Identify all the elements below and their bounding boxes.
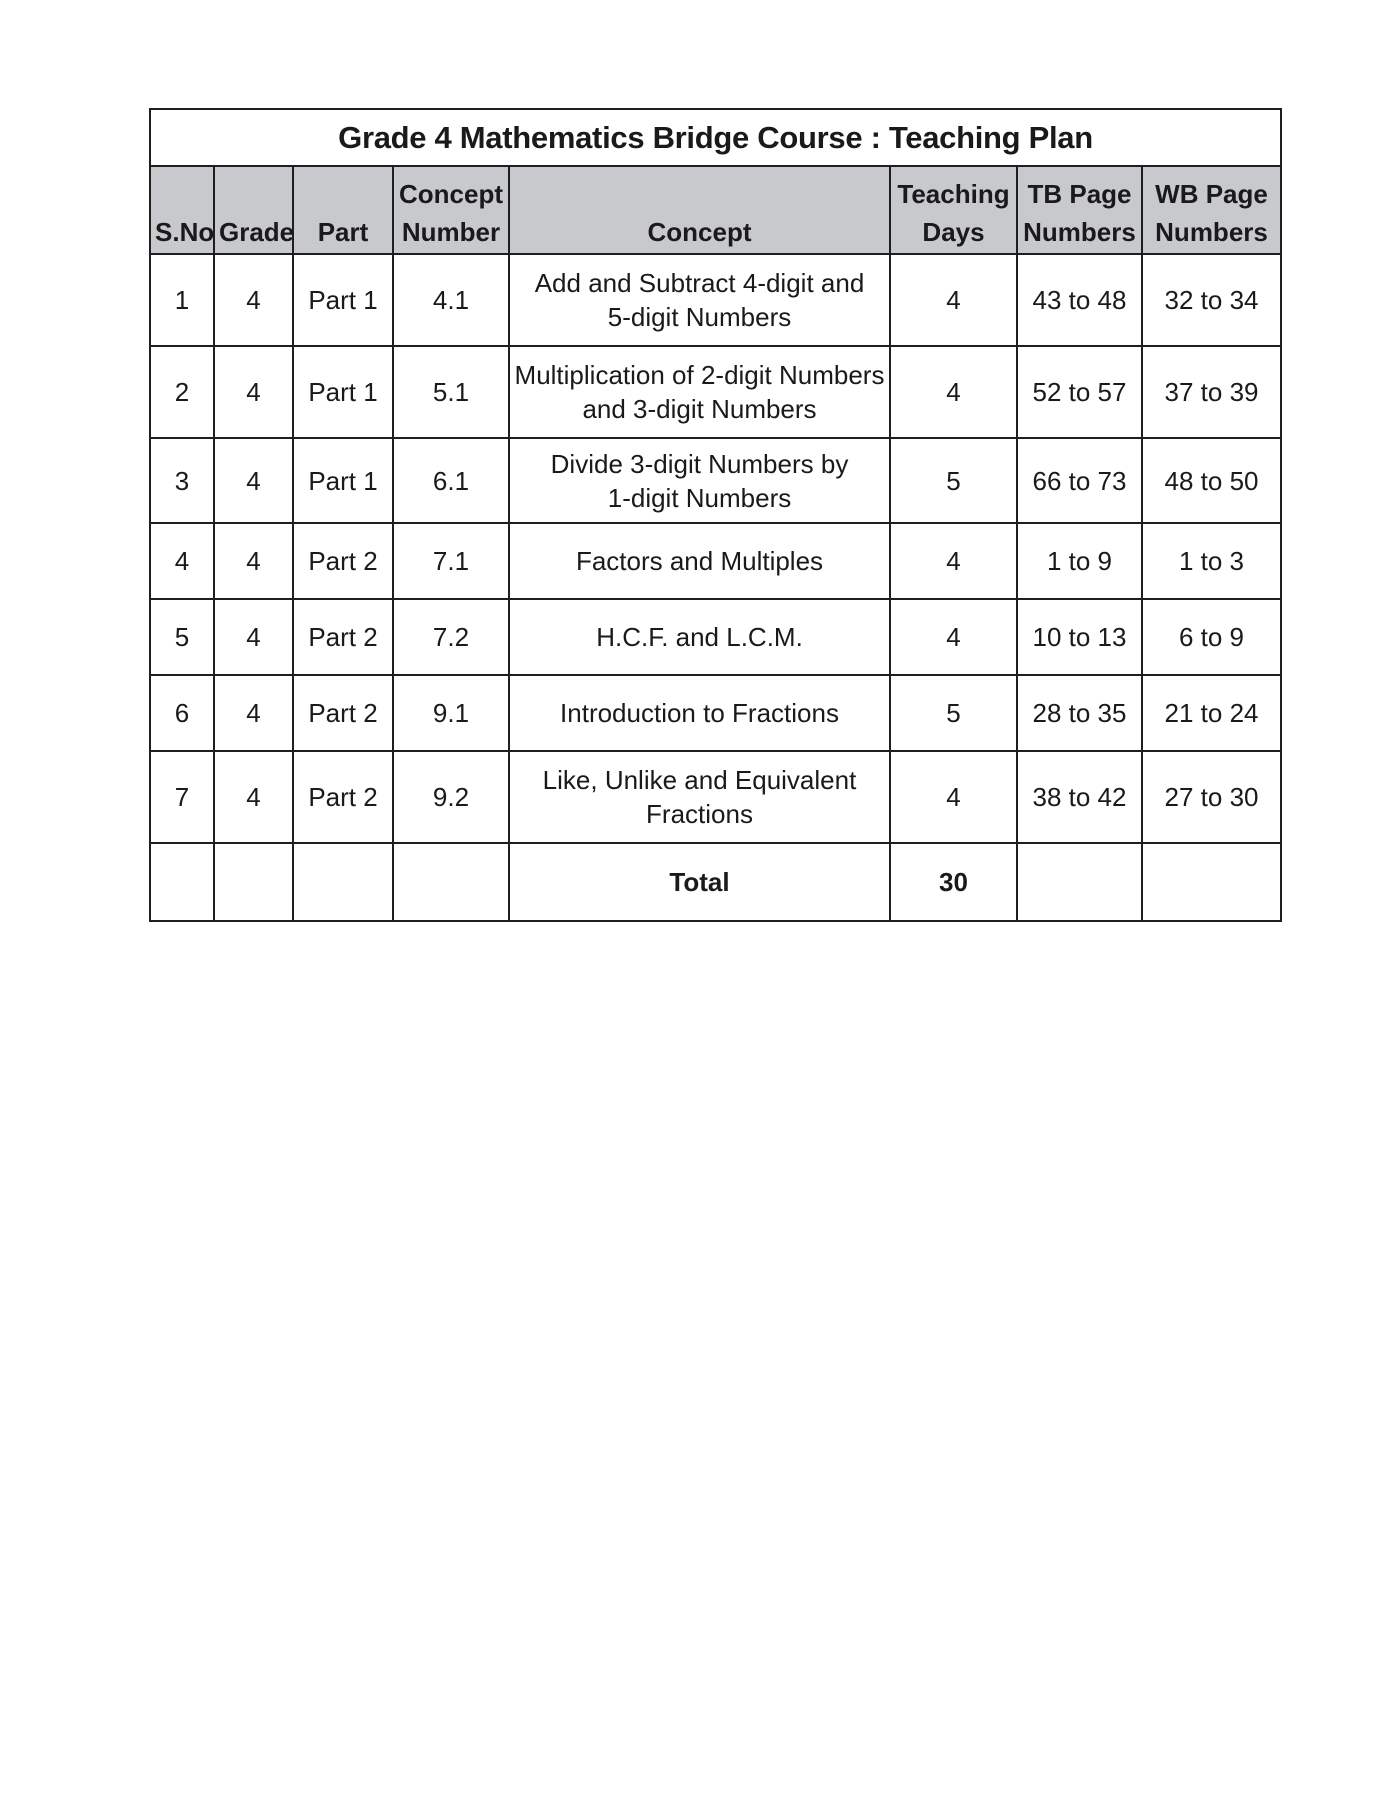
cell-concept-number: 9.1 (393, 675, 509, 751)
header-part: Part (293, 166, 393, 254)
table-row (150, 599, 1281, 675)
cell-grade: 4 (214, 599, 293, 675)
cell-tb: 38 to 42 (1017, 751, 1142, 843)
cell-concept-number: 4.1 (393, 254, 509, 346)
header-tb-page-numbers (1017, 166, 1142, 254)
cell-grade: 4 (214, 438, 293, 523)
table-row (150, 523, 1281, 599)
cell-concept-number: 6.1 (393, 438, 509, 523)
table-row (150, 751, 1281, 843)
table-row (150, 675, 1281, 751)
cell-empty (293, 843, 393, 921)
header-wb-page-numbers (1142, 166, 1281, 254)
header-concept: Concept (509, 166, 890, 254)
cell-grade: 4 (214, 675, 293, 751)
cell-tb: 1 to 9 (1017, 523, 1142, 599)
header-wb-line2: Numbers (1155, 217, 1268, 247)
cell-concept-number: 7.1 (393, 523, 509, 599)
cell-grade: 4 (214, 751, 293, 843)
cell-days: 4 (890, 523, 1017, 599)
cell-part: Part 1 (293, 438, 393, 523)
cell-concept (509, 346, 890, 438)
cell-grade: 4 (214, 346, 293, 438)
header-wb-line1: WB Page (1155, 179, 1268, 209)
cell-wb: 37 to 39 (1142, 346, 1281, 438)
cell-days: 5 (890, 675, 1017, 751)
header-row (150, 166, 1281, 254)
cell-sno: 5 (150, 599, 214, 675)
cell-concept (509, 751, 890, 843)
concept-line1: Divide 3-digit Numbers by (550, 448, 849, 479)
header-concept-number-line2: Number (401, 217, 501, 247)
cell-sno: 4 (150, 523, 214, 599)
cell-sno: 1 (150, 254, 214, 346)
cell-sno: 7 (150, 751, 214, 843)
cell-sno: 2 (150, 346, 214, 438)
cell-concept (509, 254, 890, 346)
cell-wb: 48 to 50 (1142, 438, 1281, 523)
cell-concept-number: 9.2 (393, 751, 509, 843)
concept-line1: Add and Subtract 4-digit and (534, 268, 865, 298)
cell-empty (1142, 843, 1281, 921)
teaching-plan-table (149, 108, 1282, 922)
header-concept-number-line1: Concept (399, 179, 503, 209)
header-tb-line2: Numbers (1023, 217, 1136, 247)
concept-line2: 1-digit Numbers (607, 482, 792, 513)
cell-wb: 6 to 9 (1142, 599, 1281, 675)
total-label: Total (509, 843, 890, 921)
cell-empty (214, 843, 293, 921)
cell-tb: 28 to 35 (1017, 675, 1142, 751)
concept-line2: 5-digit Numbers (607, 302, 792, 332)
header-concept-number (393, 166, 509, 254)
cell-tb: 66 to 73 (1017, 438, 1142, 523)
cell-wb: 32 to 34 (1142, 254, 1281, 346)
cell-grade: 4 (214, 254, 293, 346)
cell-concept-number: 5.1 (393, 346, 509, 438)
cell-concept: H.C.F. and L.C.M. (509, 599, 890, 675)
cell-concept-number: 7.2 (393, 599, 509, 675)
cell-wb: 1 to 3 (1142, 523, 1281, 599)
cell-tb: 10 to 13 (1017, 599, 1142, 675)
header-grade: Grade (214, 166, 293, 254)
cell-sno: 6 (150, 675, 214, 751)
concept-line2: Fractions (646, 799, 753, 829)
cell-concept (509, 438, 890, 523)
table-row (150, 438, 1281, 523)
cell-part: Part 2 (293, 599, 393, 675)
header-teaching-days (890, 166, 1017, 254)
cell-grade: 4 (214, 523, 293, 599)
total-days: 30 (890, 843, 1017, 921)
cell-days: 5 (890, 438, 1017, 523)
table-row (150, 254, 1281, 346)
concept-line1: Like, Unlike and Equivalent (542, 765, 857, 795)
total-row (150, 843, 1281, 921)
cell-part: Part 1 (293, 254, 393, 346)
cell-empty (393, 843, 509, 921)
cell-days: 4 (890, 346, 1017, 438)
cell-wb: 27 to 30 (1142, 751, 1281, 843)
cell-tb: 52 to 57 (1017, 346, 1142, 438)
header-teaching-days-line1: Teaching (897, 179, 1010, 209)
cell-part: Part 2 (293, 675, 393, 751)
concept-line2: and 3-digit Numbers (582, 394, 817, 424)
header-tb-line1: TB Page (1027, 179, 1132, 209)
cell-part: Part 2 (293, 523, 393, 599)
concept-line1: Multiplication of 2-digit Numbers (514, 360, 885, 390)
table-row (150, 346, 1281, 438)
cell-part: Part 2 (293, 751, 393, 843)
cell-days: 4 (890, 599, 1017, 675)
cell-part: Part 1 (293, 346, 393, 438)
cell-concept: Factors and Multiples (509, 523, 890, 599)
header-teaching-days-line2: Days (922, 217, 985, 247)
table-title: Grade 4 Mathematics Bridge Course : Teaching Plan (150, 109, 1281, 166)
cell-wb: 21 to 24 (1142, 675, 1281, 751)
cell-days: 4 (890, 751, 1017, 843)
cell-sno: 3 (150, 438, 214, 523)
cell-concept: Introduction to Fractions (509, 675, 890, 751)
cell-empty (1017, 843, 1142, 921)
cell-empty (150, 843, 214, 921)
cell-tb: 43 to 48 (1017, 254, 1142, 346)
cell-days: 4 (890, 254, 1017, 346)
header-sno: S.No (150, 166, 214, 254)
